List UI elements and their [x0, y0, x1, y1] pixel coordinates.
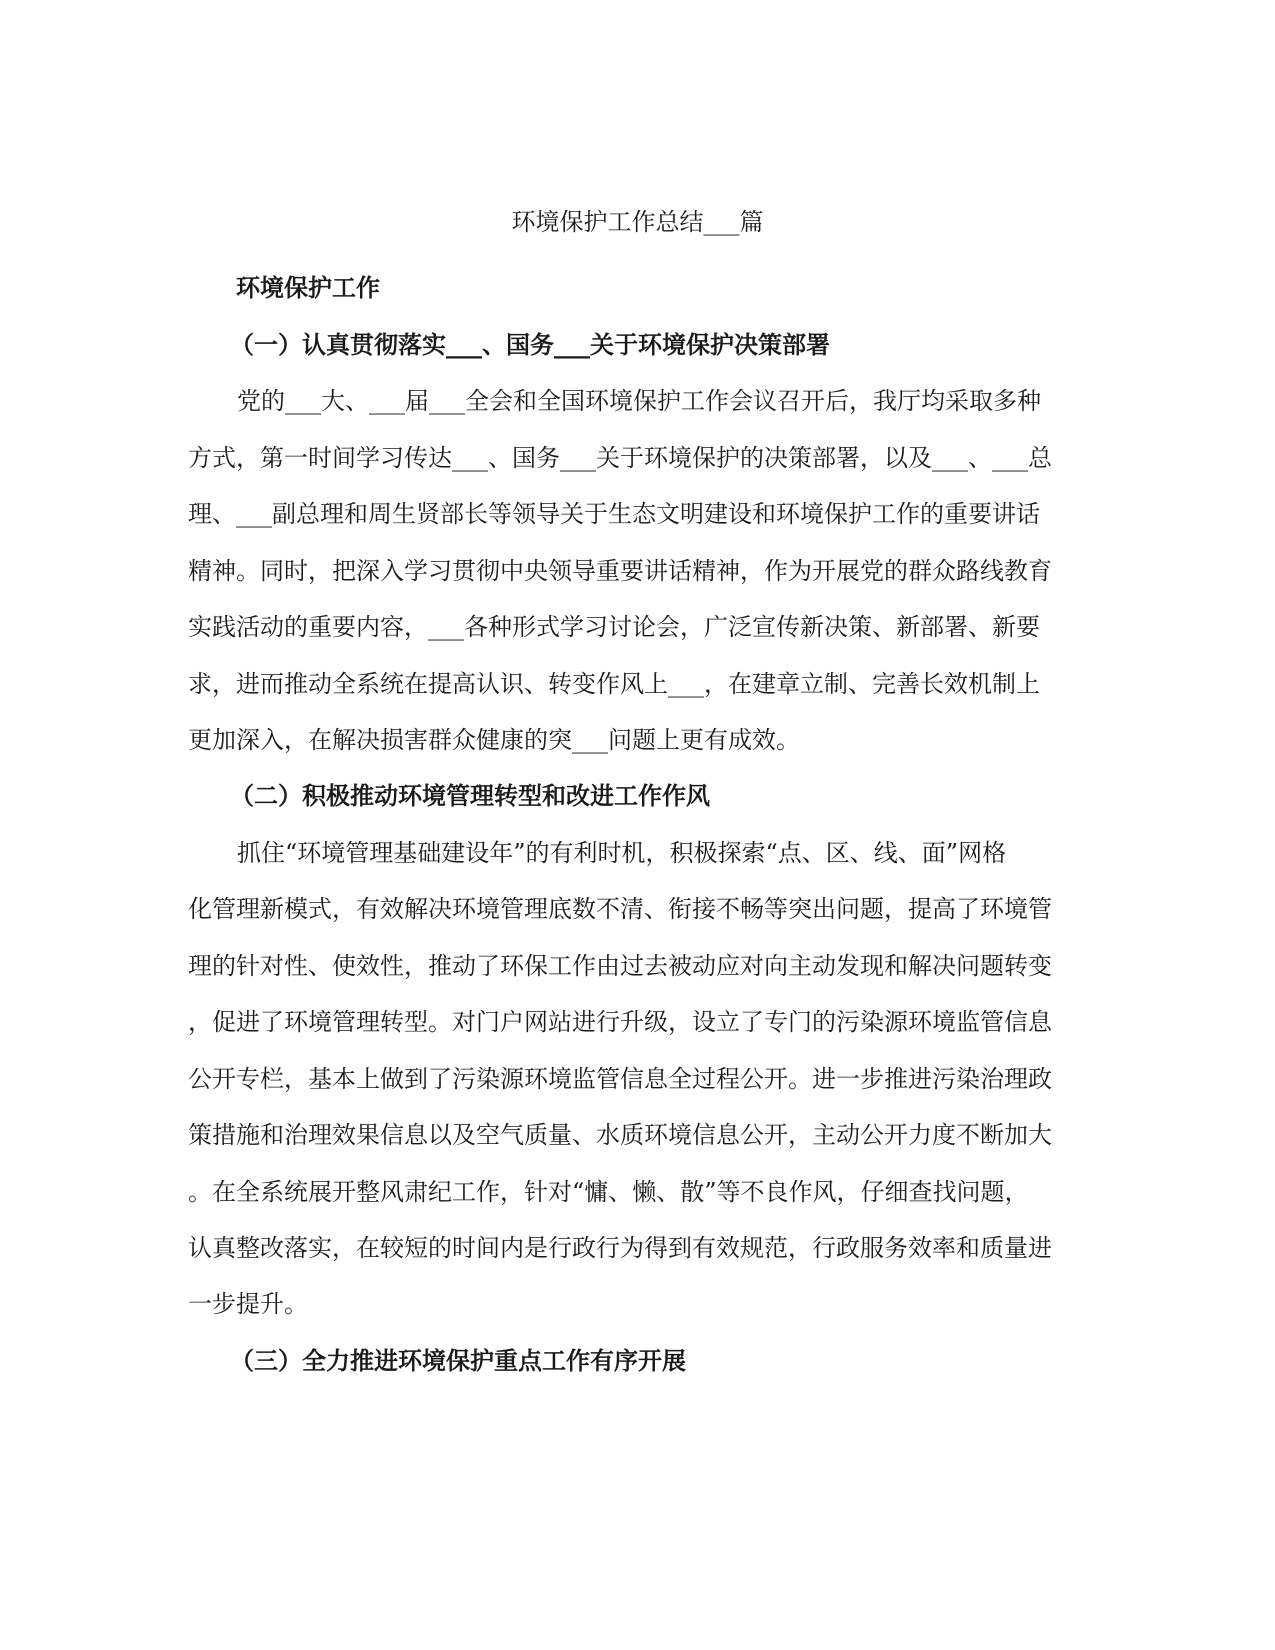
paragraph-line: 实践活动的重要内容，___各种形式学习讨论会，广泛宣传新决策、新部署、新要	[188, 613, 1040, 641]
paragraph-line: 更加深入，在解决损害群众健康的突___问题上更有成效。	[188, 726, 800, 754]
paragraph-line: 精神。同时，把深入学习贯彻中央领导重要讲话精神，作为开展党的群众路线教育	[188, 557, 1052, 585]
subsection-heading-1: （一）认真贯彻落实___、国务___关于环境保护决策部署	[230, 330, 830, 359]
paragraph-line: ，促进了环境管理转型。对门户网站进行升级，设立了专门的污染源环境监管信息	[188, 1008, 1052, 1036]
subsection-heading-3: （三）全力推进环境保护重点工作有序开展	[230, 1346, 686, 1375]
paragraph-line: 求，进而推动全系统在提高认识、转变作风上___，在建章立制、完善长效机制上	[188, 670, 1040, 698]
paragraph-line: 方式，第一时间学习传达___、国务___关于环境保护的决策部署，以及___、___总	[188, 444, 1052, 472]
subsection-heading-2: （二）积极推动环境管理转型和改进工作作风	[230, 781, 710, 810]
paragraph-line: 认真整改落实，在较短的时间内是行政行为得到有效规范，行政服务效率和质量进	[188, 1234, 1052, 1262]
paragraph-line: 抓住“环境管理基础建设年”的有利时机，积极探索“点、区、线、面”网格	[237, 839, 1007, 867]
paragraph-line: 理的针对性、使效性，推动了环保工作由过去被动应对向主动发现和解决问题转变	[188, 952, 1052, 980]
paragraph-line: 一步提升。	[188, 1290, 308, 1318]
paragraph-line: 公开专栏，基本上做到了污染源环境监管信息全过程公开。进一步推进污染治理政	[188, 1065, 1052, 1093]
document-title: 环境保护工作总结___篇	[511, 208, 764, 236]
paragraph-line: 策措施和治理效果信息以及空气质量、水质环境信息公开，主动公开力度不断加大	[188, 1121, 1052, 1149]
paragraph-line: 理、___副总理和周生贤部长等领导关于生态文明建设和环境保护工作的重要讲话	[188, 500, 1040, 528]
section-heading: 环境保护工作	[236, 273, 380, 302]
paragraph-line: 党的___大、___届___全会和全国环境保护工作会议召开后，我厅均采取多种	[237, 387, 1041, 415]
paragraph-line: 。在全系统展开整风肃纪工作，针对“慵、懒、散”等不良作风，仔细查找问题，	[188, 1178, 1029, 1206]
paragraph-line: 化管理新模式，有效解决环境管理底数不清、衔接不畅等突出问题，提高了环境管	[188, 895, 1052, 923]
